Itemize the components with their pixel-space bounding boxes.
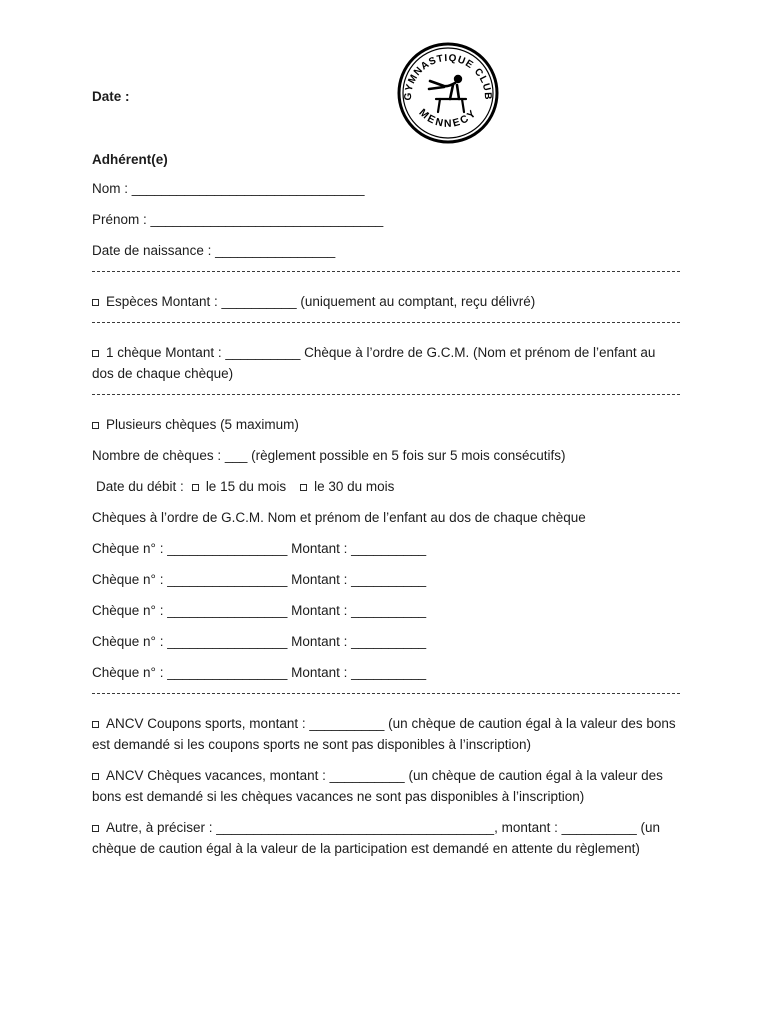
debit-date-line [92, 476, 680, 497]
cheque-row: Chèque n° : ________________ Montant : __________ [92, 541, 427, 556]
adherent-heading: Adhérent(e) [92, 152, 168, 167]
checkbox-debit-15[interactable] [192, 484, 199, 491]
checkbox-ancv-coupons[interactable] [92, 721, 99, 728]
ancv-coupons-line [92, 713, 680, 755]
nombre-cheques-line: Nombre de chèques : ___ (règlement possible en 5 fois sur 5 mois consécutifs) [92, 448, 566, 463]
logo-top-text: GYMNASTIQUE CLUB [402, 52, 494, 101]
autre-line [92, 817, 680, 859]
cheque-row: Chèque n° : ________________ Montant : __________ [92, 665, 427, 680]
dashed-separator [92, 271, 680, 272]
ancv-vacances-line [92, 765, 680, 807]
debit-15-label: le 15 du mois [205, 479, 287, 494]
checkbox-autre[interactable] [92, 825, 99, 832]
checkbox-especes[interactable] [92, 299, 99, 306]
debit-30-label: le 30 du mois [314, 479, 395, 494]
plusieurs-cheques-label: Plusieurs chèques (5 maximum) [106, 417, 299, 432]
logo-bottom-text: MENNECY [416, 106, 480, 130]
dashed-separator [92, 322, 680, 323]
nom-line: Nom : _______________________________ [92, 181, 365, 196]
ancv-coupons-label: ANCV Coupons sports, montant : __________ (un chèque de caution égal à la valeur des bons est demandé si les coupons sports ne sont pas disponibles à l’inscription) [92, 716, 676, 752]
cheque-row: Chèque n° : ________________ Montant : __________ [92, 634, 427, 649]
autre-label: Autre, à préciser : _____________________________________, montant : __________ (un chèque de caution égal à la valeur de la participation est demandé en attente du règlement) [92, 820, 660, 856]
dashed-separator [92, 693, 680, 694]
especes-label: Espèces Montant : __________ (uniquement au comptant, reçu délivré) [106, 294, 536, 309]
prenom-line: Prénom : _______________________________ [92, 212, 384, 227]
date-label: Date : [92, 89, 130, 104]
cheque-row: Chèque n° : ________________ Montant : __________ [92, 572, 427, 587]
debit-date-label: Date du débit : [96, 479, 184, 494]
form-content [92, 86, 680, 869]
checkbox-plusieurs-cheques[interactable] [92, 422, 99, 429]
checkbox-debit-30[interactable] [300, 484, 307, 491]
checkbox-ancv-vacances[interactable] [92, 773, 99, 780]
especes-line [92, 291, 680, 312]
dashed-separator [92, 394, 680, 395]
cheque-row: Chèque n° : ________________ Montant : __________ [92, 603, 427, 618]
ordre-line: Chèques à l’ordre de G.C.M. Nom et prénom de l’enfant au dos de chaque chèque [92, 510, 586, 525]
un-cheque-line [92, 342, 680, 384]
ancv-vacances-label: ANCV Chèques vacances, montant : __________ (un chèque de caution égal à la valeur des bons est demandé si les chèques vacances ne sont pas disponibles à l’inscription) [92, 768, 663, 804]
naissance-line: Date de naissance : ________________ [92, 243, 336, 258]
plusieurs-cheques-line [92, 414, 680, 435]
un-cheque-label: 1 chèque Montant : __________ Chèque à l’ordre de G.C.M. (Nom et prénom de l’enfant au dos de chaque chèque) [92, 345, 656, 381]
checkbox-un-cheque[interactable] [92, 350, 99, 357]
